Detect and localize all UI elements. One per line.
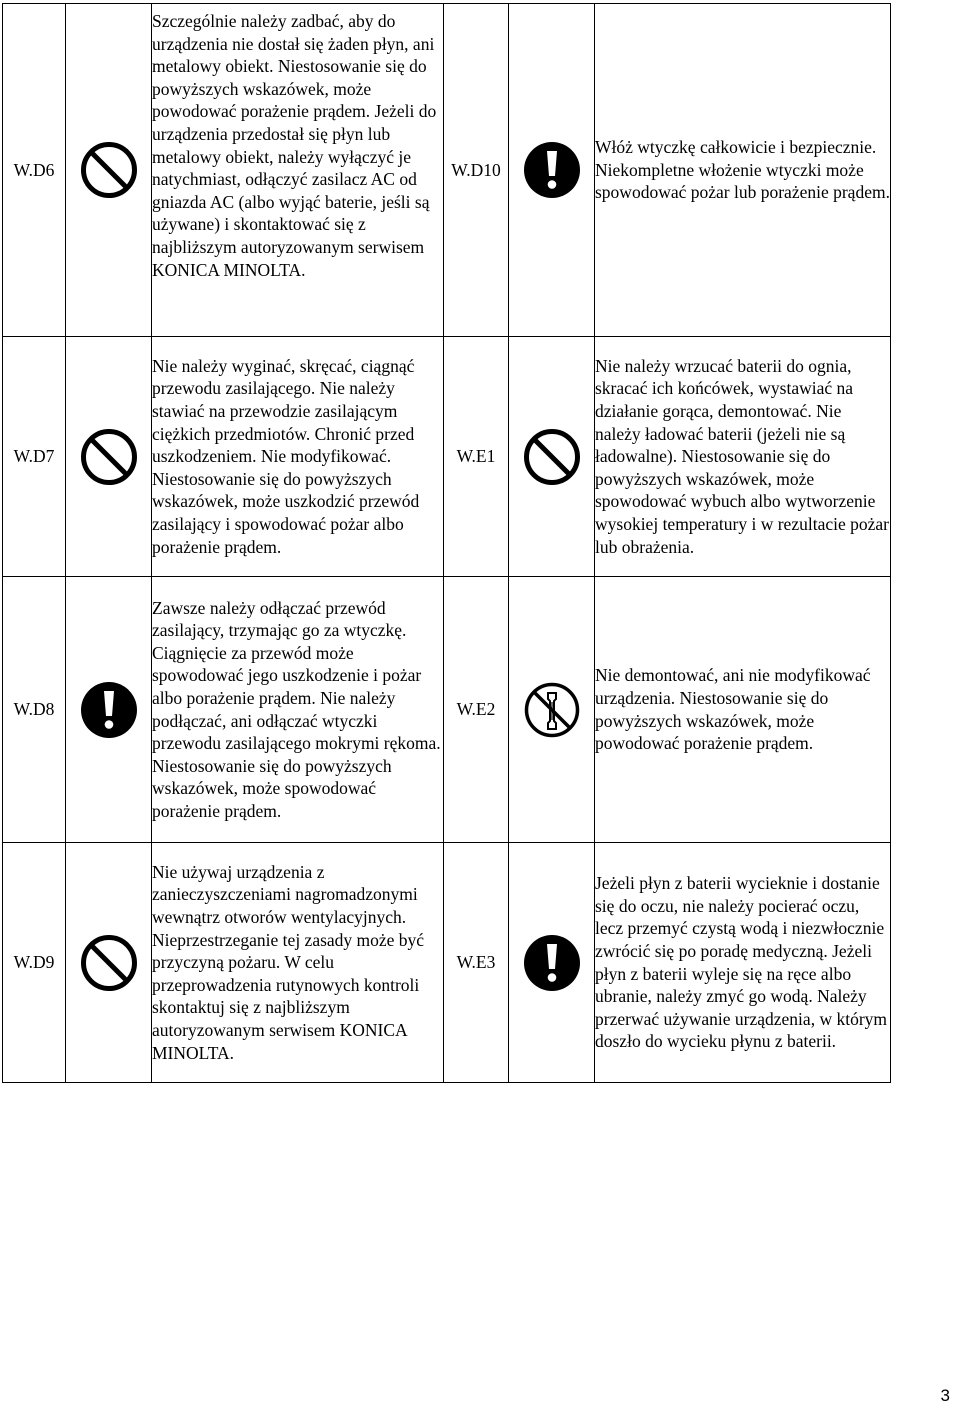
prohibition-icon (78, 932, 140, 994)
prohibition-icon (78, 139, 140, 201)
warning-text: Nie należy wyginać, skręcać, ciągnąć przewodu zasilającego. Nie należy stawiać na przewodzie zasilającym ciężkich przedmiotów. Chronić przed uszkodzeniem. Nie modyfikować. Niestosowanie się do powyższych wskazówek, może uszkodzić przewód zasilający i spowodować pożar albo porażenie prądem. (152, 337, 444, 577)
warning-code: W.D8 (3, 577, 66, 843)
warning-row (3, 577, 891, 843)
warning-text: Szczególnie należy zadbać, aby do urządzenia nie dostał się żaden płyn, ani metalowy obiekt. Niestosowanie się do powyższych wskazówek, może powodować porażenie prądem. Jeżeli do urządzenia przedostał się płyn lub metalowy obiekt, należy wyłączyć je natychmiast, odłączyć zasilacz AC od gniazda AC (albo wyjąć baterie, jeśli są używane) i skontaktować się z najbliższym autoryzowanym serwisem KONICA MINOLTA. (152, 4, 444, 337)
warning-text: Jeżeli płyn z baterii wycieknie i dostanie się do oczu, nie należy pocierać oczu, lecz przemyć czystą wodą i niezwłocznie zwrócić się po poradę medyczną. Jeżeli płyn z baterii wyleje się na ręce albo ubranie, należy zmyć go wodą. Należy przerwać używanie urządzenia, w którym doszło do wycieku płynu z baterii. (595, 843, 891, 1083)
no-disassembly-icon (521, 679, 583, 741)
warning-text: Włóż wtyczkę całkowicie i bezpiecznie. Niekompletne włożenie wtyczki może spowodować pożar lub porażenie prądem. (595, 4, 891, 337)
prohibition-icon (78, 426, 140, 488)
warning-row (3, 4, 891, 337)
mandatory-exclamation-icon (78, 679, 140, 741)
warning-text: Nie używaj urządzenia z zanieczyszczeniami nagromadzonymi wewnątrz otworów wentylacyjnych. Nieprzestrzeganie tej zasady może być przyczyną pożaru. W celu przeprowadzenia rutynowych kontroli skontaktuj się z najbliższym autoryzowanym serwisem KONICA MINOLTA. (152, 843, 444, 1083)
warning-code: W.D9 (3, 843, 66, 1083)
warning-code: W.E1 (444, 337, 509, 577)
page-number: 3 (940, 1386, 950, 1405)
mandatory-exclamation-icon (521, 932, 583, 994)
mandatory-exclamation-icon (521, 139, 583, 201)
warning-text: Nie demontować, ani nie modyfikować urządzenia. Niestosowanie się do powyższych wskazówek, może powodować porażenie prądem. (595, 577, 891, 843)
warning-code: W.D6 (3, 4, 66, 337)
warning-text: Nie należy wrzucać baterii do ognia, skracać ich końcówek, wystawiać na działanie gorąca, demontować. Nie należy ładować baterii (jeżeli nie są ładowalne). Niestosowanie się do powyższych wskazówek, może spowodować wybuch albo wytworzenie wysokiej temperatury i w rezultacie pożar lub obrażenia. (595, 337, 891, 577)
warning-row (3, 337, 891, 577)
warning-code: W.E2 (444, 577, 509, 843)
warning-code: W.E3 (444, 843, 509, 1083)
prohibition-icon (521, 426, 583, 488)
warning-text: Zawsze należy odłączać przewód zasilający, trzymając go za wtyczkę. Ciągnięcie za przewód może spowodować jego uszkodzenie i pożar albo porażenie prądem. Nie należy podłączać, ani odłączać wtyczki przewodu zasilającego mokrymi rękoma. Niestosowanie się do powyższych wskazówek, może spowodować porażenie prądem. (152, 577, 444, 843)
warning-code: W.D7 (3, 337, 66, 577)
warnings-table (2, 3, 891, 1083)
warning-row (3, 843, 891, 1083)
warning-code: W.D10 (444, 4, 509, 337)
